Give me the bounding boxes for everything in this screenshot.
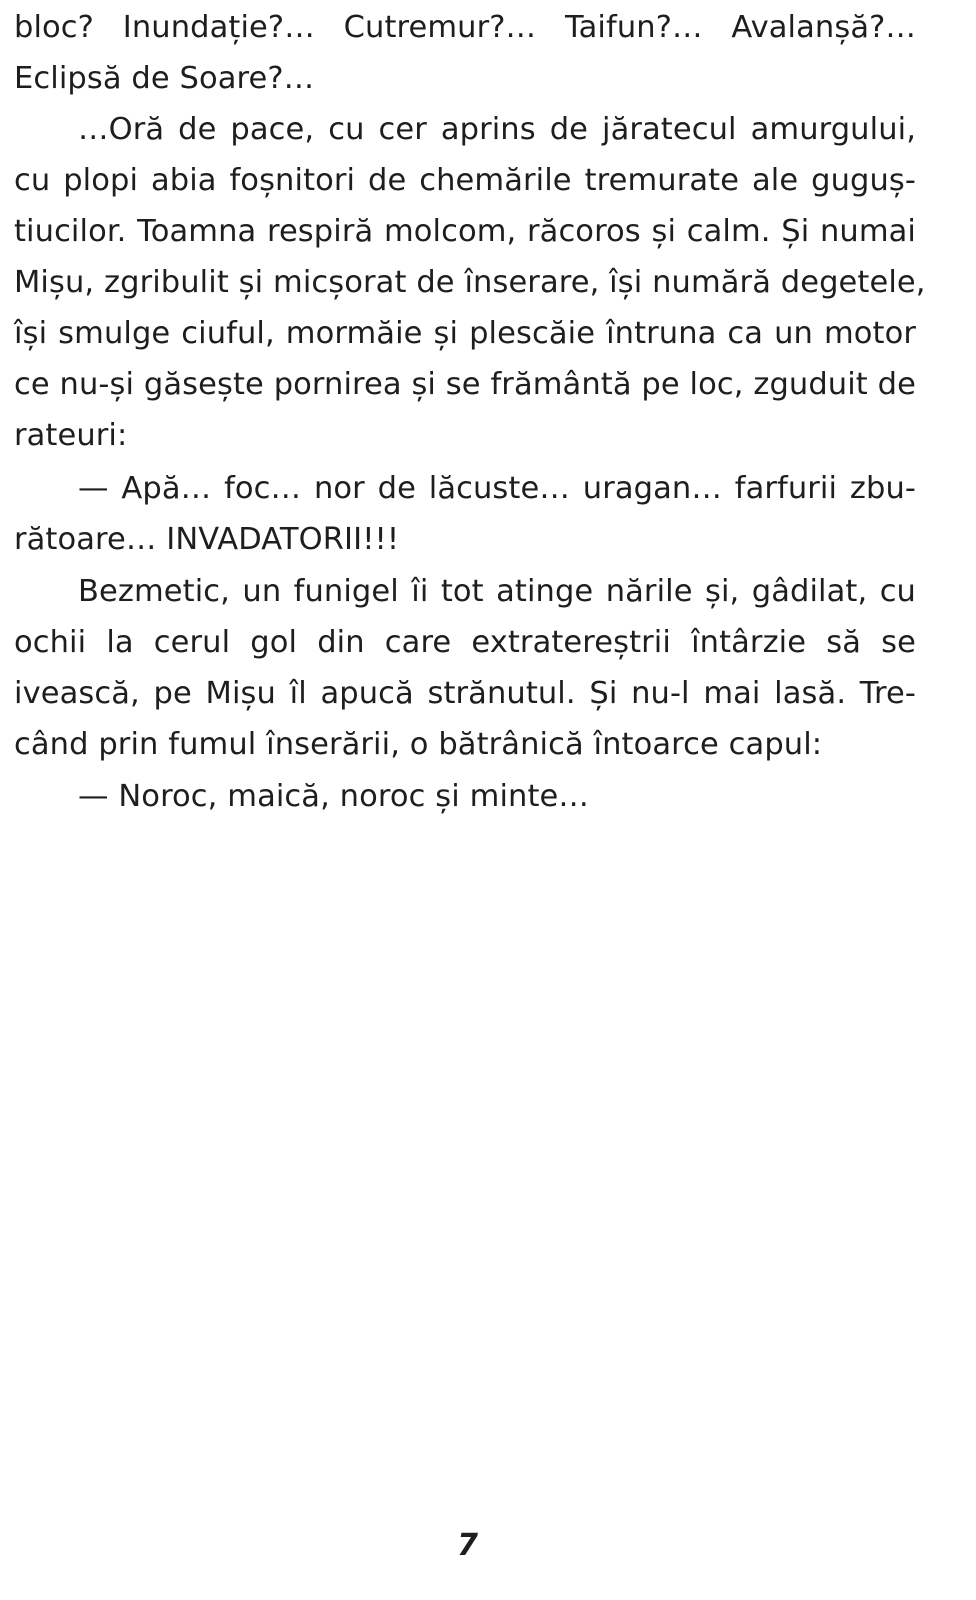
text-line: Bezmetic, un funigel îi tot atinge nările și, gâdilat, cu	[78, 574, 916, 609]
text-line: bloc? Inundație?… Cutremur?… Taifun?… Avalanșă?…	[14, 10, 916, 45]
text-line: …Oră de pace, cu cer aprins de jăratecul amurgului,	[78, 112, 916, 147]
text-line: Eclipsă de Soare?…	[14, 61, 315, 96]
text-line: ochii la cerul gol din care extratereștrii întârzie să se	[14, 625, 916, 660]
text-line: — Apă… foc… nor de lăcuste… uragan… farfurii zbu-	[78, 471, 916, 506]
page-number: 7	[457, 1528, 478, 1563]
text-line: când prin fumul înserării, o bătrânică întoarce capul:	[14, 727, 823, 762]
text-line: — Noroc, maică, noroc și minte…	[78, 779, 589, 814]
text-line: ivească, pe Mișu îl apucă strănutul. Și nu-l mai lasă. Tre-	[14, 676, 916, 711]
text-line: cu plopi abia foșnitori de chemările tremurate ale guguș-	[14, 163, 916, 198]
text-line: Mișu, zgribulit și micșorat de înserare, își numără degetele,	[14, 265, 926, 300]
text-line: rătoare… INVADATORII!!!	[14, 522, 400, 557]
text-line: își smulge ciuful, mormăie și plescăie întruna ca un motor	[14, 316, 916, 351]
text-line: ce nu-și găsește pornirea și se frământă pe loc, zguduit de	[14, 367, 916, 402]
text-line: tiucilor. Toamna respiră molcom, răcoros și calm. Și numai	[14, 214, 916, 249]
text-line: rateuri:	[14, 418, 128, 453]
